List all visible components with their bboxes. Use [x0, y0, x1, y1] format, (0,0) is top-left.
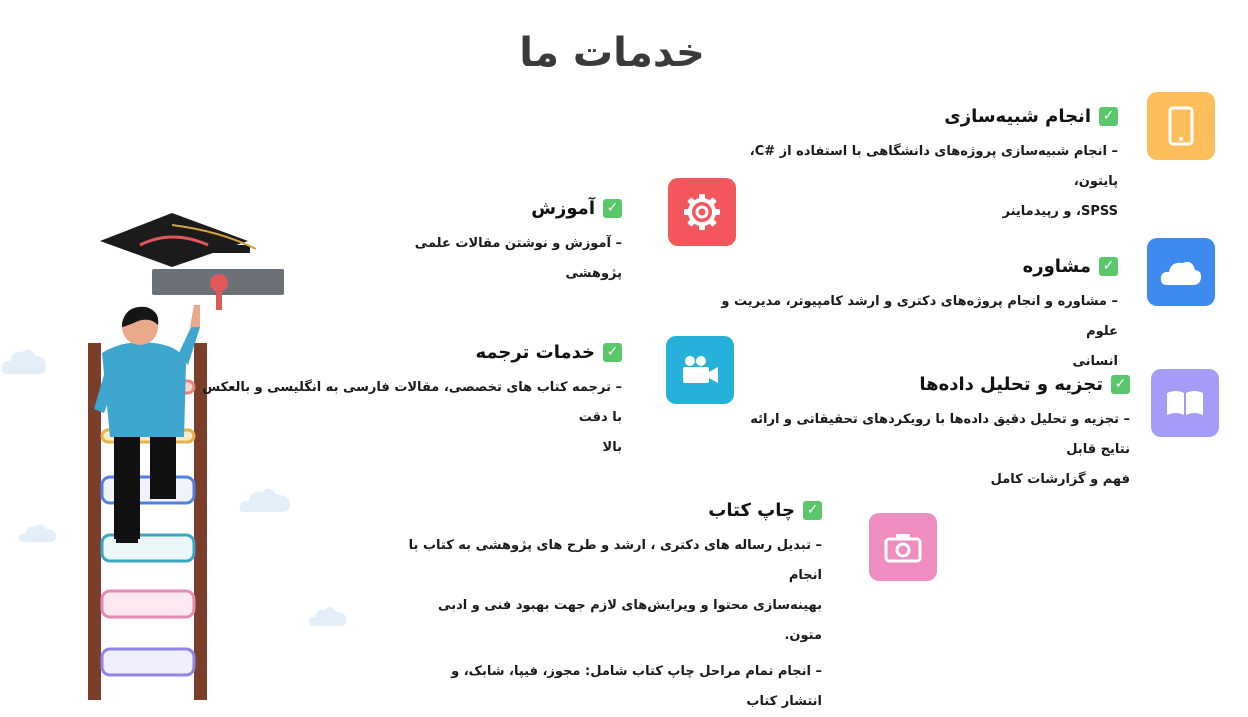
- mobile-tile: [1147, 92, 1215, 160]
- service-education: [370, 198, 622, 289]
- check-icon: ✓: [603, 343, 622, 362]
- service-description: بهینه‌سازی محتوا و ویرایش‌های لازم جهت بهبود فنی و ادبی متون.: [438, 598, 822, 643]
- page-title: خدمات ما: [519, 30, 705, 76]
- service-book-printing: [408, 500, 822, 717]
- background-cloud-icon: [0, 330, 50, 380]
- service-description: فهم و گزارشات کامل: [990, 472, 1130, 487]
- video-tile: [666, 336, 734, 404]
- service-description: – انجام تمام مراحل چاپ کتاب شامل: مجوز، فیپا، شابک، و انتشار کتاب: [451, 664, 822, 709]
- service-title: خدمات ترجمه: [475, 342, 595, 363]
- service-description: – مشاوره و انجام پروژه‌های دکتری و ارشد کامپیوتر، مدیریت و علوم: [721, 294, 1118, 339]
- service-description: – آموزش و نوشتن مقالات علمی پژوهشی: [414, 236, 622, 281]
- service-description: – تبدیل رساله های دکتری ، ارشد و طرح های پژوهشی به کتاب با انجام: [408, 538, 822, 583]
- service-description: – تجزیه و تحلیل دقیق داده‌ها با رویکردهای تحقیقاتی و ارائه نتایج قابل: [750, 412, 1130, 457]
- check-icon: ✓: [803, 501, 822, 520]
- cloud-icon: [1159, 257, 1203, 287]
- service-description: SPSS، و رپیدماینر: [1002, 204, 1118, 219]
- service-title: مشاوره: [1022, 256, 1091, 277]
- background-cloud-icon: [308, 598, 348, 628]
- service-data-analysis: [726, 374, 1130, 495]
- background-cloud-icon: [18, 516, 58, 544]
- mobile-phone-icon: [1166, 106, 1196, 146]
- video-camera-icon: [680, 354, 720, 386]
- graduation-cap-icon: [100, 213, 284, 310]
- camera-tile: [869, 513, 937, 581]
- service-description: – انجام شبیه‌سازی پروژه‌های دانشگاهی با استفاده از #C، پایتون،: [749, 144, 1118, 189]
- book-tile: [1151, 369, 1219, 437]
- service-simulation: [720, 106, 1118, 227]
- gear-icon: [682, 192, 722, 232]
- check-icon: ✓: [1099, 257, 1118, 276]
- check-icon: ✓: [603, 199, 622, 218]
- service-translation: [196, 342, 622, 463]
- service-consulting: [712, 256, 1118, 377]
- check-icon: ✓: [1111, 375, 1130, 394]
- service-title: تجزیه و تحلیل داده‌ها: [919, 374, 1103, 395]
- service-title: انجام شبیه‌سازی: [944, 106, 1091, 127]
- service-title: چاپ کتاب: [708, 500, 795, 521]
- gear-tile: [668, 178, 736, 246]
- service-description: – ترجمه کتاب های تخصصی، مقالات فارسی به انگلیسی و بالعکس با دقت: [202, 380, 622, 425]
- check-icon: ✓: [1099, 107, 1118, 126]
- cloud-tile: [1147, 238, 1215, 306]
- service-description: بالا: [602, 440, 622, 455]
- camera-icon: [883, 531, 923, 563]
- service-title: آموزش: [531, 198, 595, 219]
- open-book-icon: [1164, 387, 1206, 419]
- service-description: انسانی: [1072, 354, 1118, 369]
